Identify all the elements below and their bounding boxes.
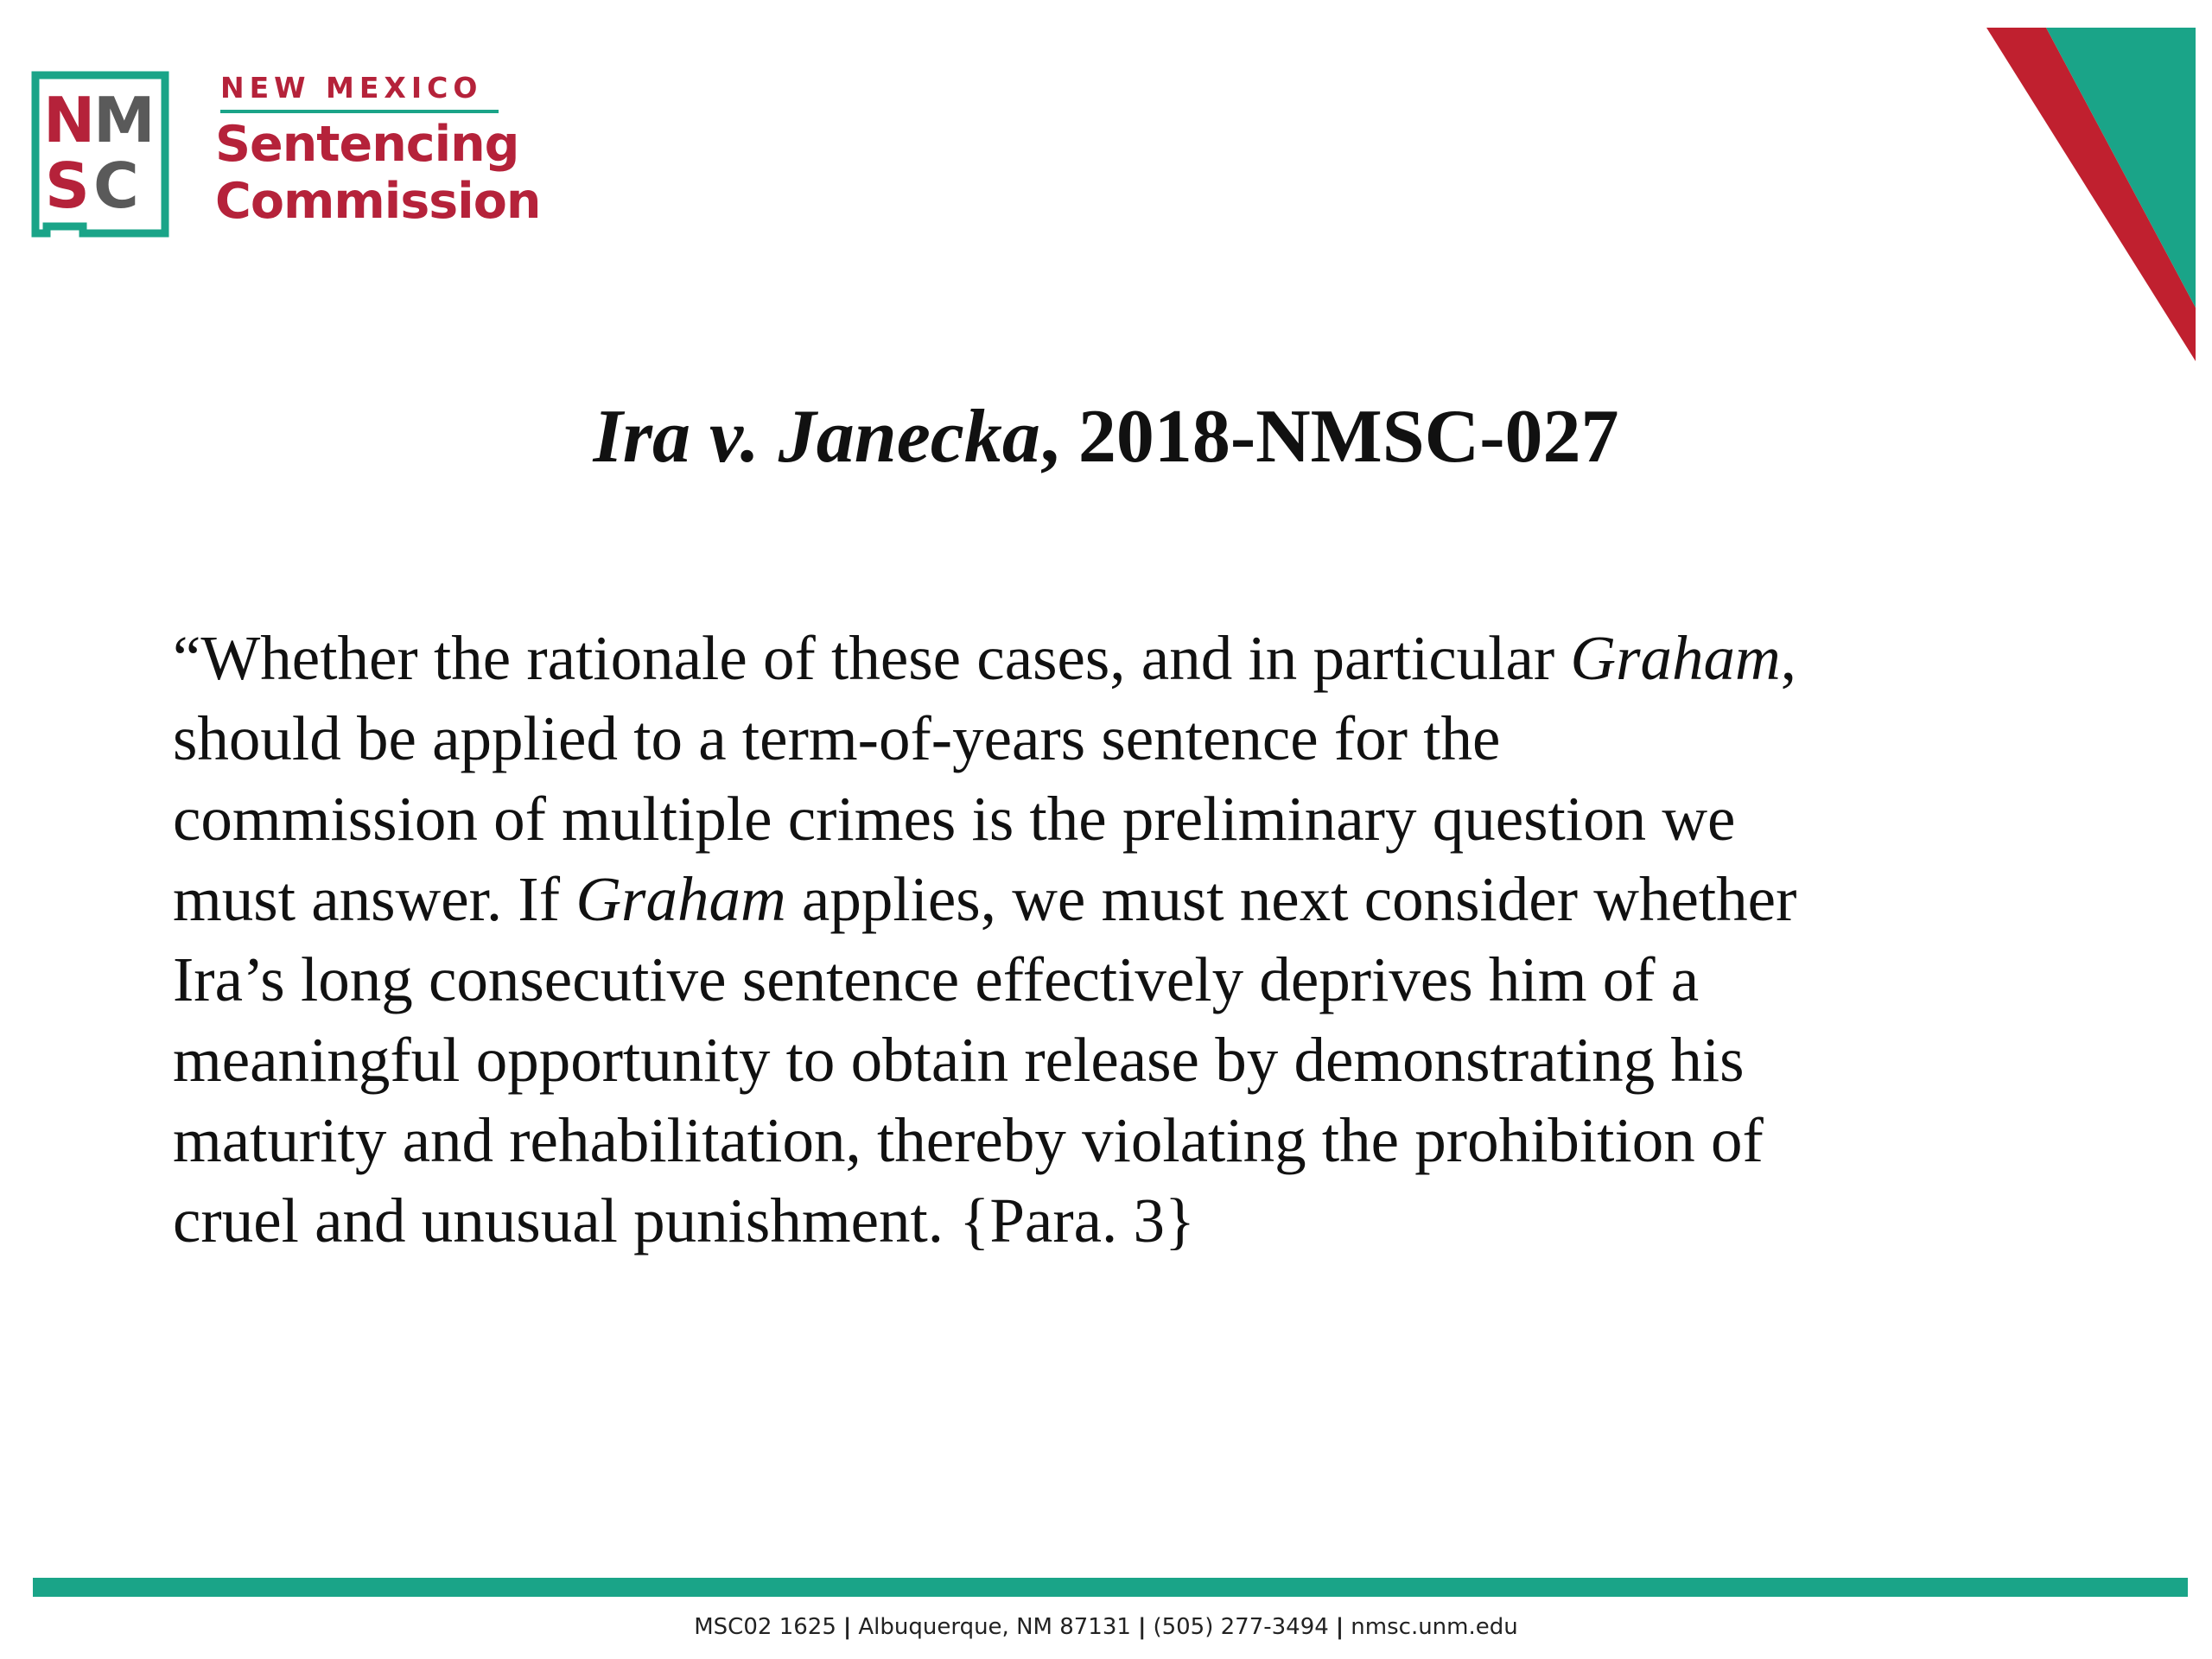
case-citation: , 2018-NMSC-027	[1039, 395, 1619, 479]
nmsc-logo-mark	[31, 71, 169, 240]
logo-letter-c: C	[93, 149, 139, 222]
footer-contact	[0, 1614, 2212, 1640]
quote-line-3: commission of multiple crimes is the preliminary question we	[173, 784, 1736, 854]
logo-letter-s: S	[45, 149, 90, 222]
quote-text: “Whether the rationale of these cases, and in particular	[173, 623, 1571, 693]
logo-letter-n: N	[43, 84, 96, 156]
footer-separator: |	[1137, 1614, 1147, 1640]
quote-line-5: Ira’s long consecutive sentence effectively deprives him of a	[173, 944, 1700, 1014]
nmsc-logo	[31, 71, 541, 244]
case-name: Ira v. Janecka	[593, 395, 1040, 479]
footer-separator: |	[842, 1614, 852, 1640]
footer-bar	[33, 1578, 2188, 1597]
logo-divider	[220, 110, 499, 113]
corner-decoration	[1953, 0, 2212, 372]
quote-line-1	[173, 618, 2074, 698]
quote-text: ,	[1780, 623, 1797, 693]
quote-text: applies, we must next consider whether	[785, 864, 1797, 934]
footer-separator: |	[1335, 1614, 1344, 1640]
quote-line-4	[173, 859, 2074, 939]
footer-city: Albuquerque, NM 87131	[858, 1614, 1131, 1640]
quote-italic-graham: Graham	[575, 864, 786, 934]
quote-body	[173, 618, 2074, 1261]
quote-line-8: cruel and unusual punishment. {Para. 3}	[173, 1185, 1196, 1255]
logo-sentencing: Sentencing	[215, 116, 519, 173]
slide-title	[0, 393, 2212, 480]
quote-text: must answer. If	[173, 864, 576, 934]
logo-letter-m: M	[93, 84, 156, 156]
quote-line-6: meaningful opportunity to obtain release by demonstrating his	[173, 1025, 1745, 1095]
quote-line-7: maturity and rehabilitation, thereby violating the prohibition of	[173, 1105, 1764, 1175]
logo-commission: Commission	[215, 173, 541, 230]
footer-phone: (505) 277-3494	[1153, 1614, 1329, 1640]
quote-italic-graham: Graham	[1570, 623, 1781, 693]
logo-new-mexico: NEW MEXICO	[220, 71, 483, 105]
quote-line-2: should be applied to a term-of-years sentence for the	[173, 703, 1501, 773]
footer-address: MSC02 1625	[694, 1614, 836, 1640]
footer-website: nmsc.unm.edu	[1351, 1614, 1518, 1640]
